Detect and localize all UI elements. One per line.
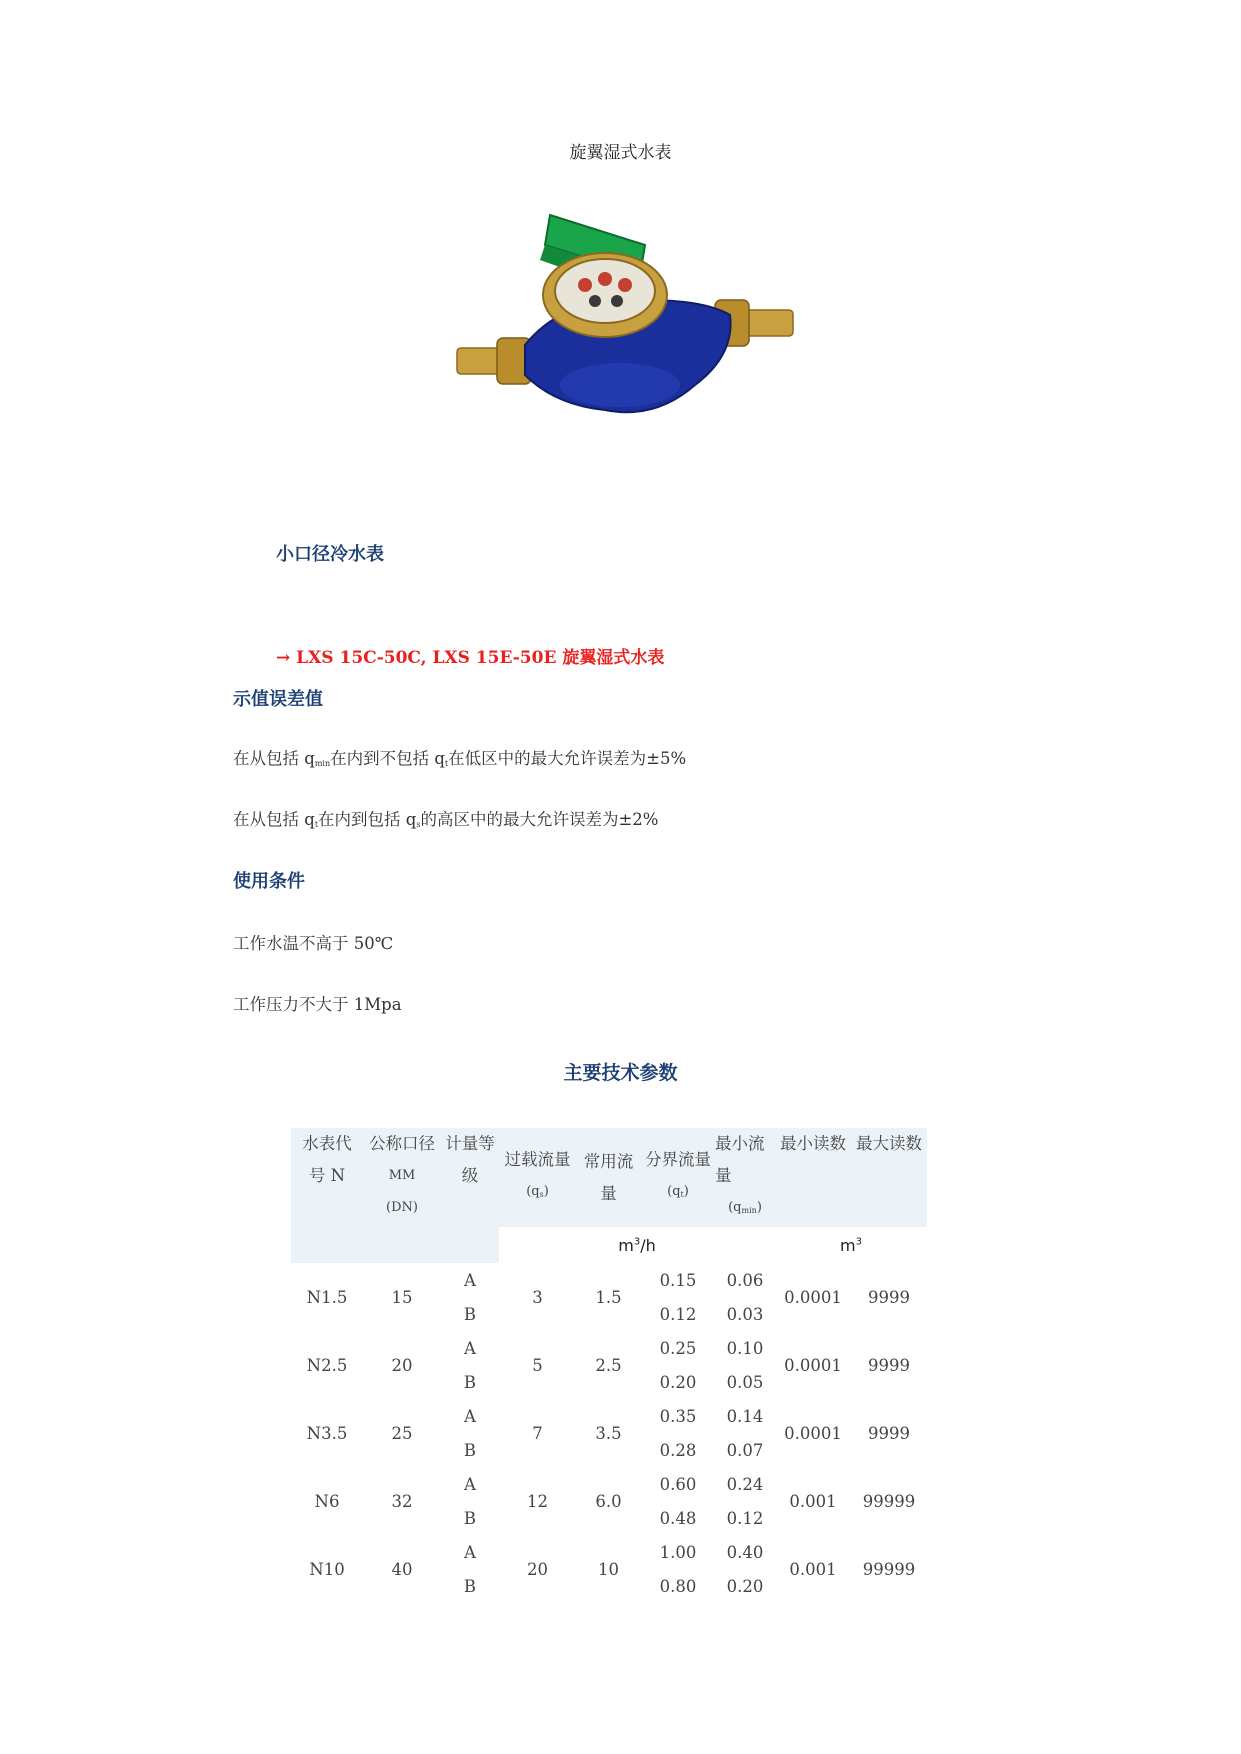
- table-heading: 主要技术参数: [563, 1062, 678, 1084]
- header-minread: 最小读数: [780, 1134, 846, 1153]
- header-nominal: 常用流 量: [583, 1151, 634, 1203]
- cell-maxread: 9999: [868, 1423, 910, 1443]
- table-row: [291, 1467, 927, 1501]
- table-row: [291, 1263, 927, 1297]
- cell-minread: 0.001: [789, 1559, 837, 1579]
- table-row: [291, 1535, 927, 1569]
- header-minflow: 最小流 量 $(q_{min})$: [715, 1134, 765, 1215]
- cell-transition: 0.28: [659, 1440, 697, 1460]
- table-row: [291, 1399, 927, 1433]
- cell-nominal: 2.5: [595, 1355, 622, 1375]
- error-line-high: 在从包括 $q_t$在内到包括 $q_s$的高区中的最大允许误差为±2%: [233, 810, 659, 829]
- cell-dn: 15: [391, 1287, 413, 1307]
- cell-overload: 12: [527, 1491, 548, 1511]
- cell-transition: 0.15: [659, 1270, 697, 1290]
- cell-overload: 3: [532, 1287, 543, 1307]
- cell-overload: 20: [527, 1559, 548, 1579]
- cell-code: N3.5: [306, 1423, 348, 1443]
- cell-minflow: 0.40: [726, 1542, 764, 1562]
- cell-transition: 1.00: [659, 1542, 697, 1562]
- cell-nominal: 1.5: [595, 1287, 622, 1307]
- product-link[interactable]: → LXS 15C-50C, LXS 15E-50E 旋翼湿式水表: [276, 648, 665, 668]
- cell-transition: 0.12: [659, 1304, 697, 1324]
- header-overload: 过载流量 $(q_s)$: [504, 1150, 571, 1199]
- header-dn: 公称口径 MM (DN): [369, 1134, 435, 1215]
- cell-overload: 7: [532, 1423, 543, 1443]
- cell-maxread: 9999: [868, 1355, 910, 1375]
- cell-minflow: 0.12: [726, 1508, 764, 1528]
- usage-item: 工作水温不高于 50℃: [233, 934, 394, 953]
- usage-item: 工作压力不大于 1Mpa: [233, 995, 402, 1014]
- cell-minflow: 0.20: [726, 1576, 764, 1596]
- cell-dn: 32: [391, 1491, 413, 1511]
- header-code: 水表代 号 N: [302, 1134, 352, 1185]
- cell-minflow: 0.24: [726, 1474, 764, 1494]
- cell-minread: 0.0001: [784, 1287, 842, 1307]
- cell-grade: B: [463, 1508, 477, 1528]
- cell-minflow: 0.14: [726, 1406, 764, 1426]
- cell-maxread: 9999: [868, 1287, 910, 1307]
- cell-dn: 20: [391, 1355, 413, 1375]
- cell-grade: A: [464, 1542, 476, 1562]
- usage-heading: 使用条件: [233, 871, 305, 892]
- cell-code: N10: [309, 1559, 345, 1579]
- cell-grade: B: [463, 1440, 477, 1460]
- cell-grade: A: [464, 1474, 476, 1494]
- header-transition: 分界流量 $(q_t)$: [645, 1150, 711, 1199]
- cell-minread: 0.001: [789, 1491, 837, 1511]
- cell-overload: 5: [532, 1355, 543, 1375]
- header-maxread: 最大读数: [856, 1134, 922, 1153]
- cell-code: N1.5: [306, 1287, 348, 1307]
- cell-code: N6: [314, 1491, 340, 1511]
- cell-grade: A: [464, 1338, 476, 1358]
- cell-minflow: 0.03: [726, 1304, 764, 1324]
- unit-flow: $m^3/h$: [618, 1235, 656, 1255]
- error-line-low: 在从包括 $q_{min}$在内到不包括 $q_t$在低区中的最大允许误差为±5%: [233, 749, 687, 768]
- cell-grade: B: [463, 1304, 477, 1324]
- cell-transition: 0.80: [659, 1576, 697, 1596]
- cell-minflow: 0.05: [726, 1372, 764, 1392]
- cell-grade: A: [464, 1406, 476, 1426]
- cell-dn: 25: [391, 1423, 413, 1443]
- section-title: 小口径冷水表: [276, 544, 384, 565]
- cell-grade: B: [463, 1372, 477, 1392]
- cell-nominal: 3.5: [595, 1423, 622, 1443]
- table-row: [291, 1331, 927, 1365]
- cell-transition: 0.25: [659, 1338, 697, 1358]
- cell-transition: 0.35: [659, 1406, 697, 1426]
- water-meter-image: [445, 205, 805, 445]
- cell-grade: A: [464, 1270, 476, 1290]
- cell-transition: 0.48: [659, 1508, 697, 1528]
- error-heading: 示值误差值: [233, 689, 323, 710]
- cell-nominal: 10: [598, 1559, 619, 1579]
- cell-code: N2.5: [306, 1355, 348, 1375]
- cell-transition: 0.20: [659, 1372, 697, 1392]
- cell-minflow: 0.10: [726, 1338, 764, 1358]
- cell-minflow: 0.06: [726, 1270, 764, 1290]
- header-grade: 计量等 级: [445, 1134, 495, 1185]
- cell-maxread: 99999: [862, 1491, 916, 1511]
- cell-minflow: 0.07: [726, 1440, 764, 1460]
- cell-grade: B: [463, 1576, 477, 1596]
- cell-maxread: 99999: [862, 1559, 916, 1579]
- spec-table: [291, 1128, 927, 1603]
- cell-dn: 40: [391, 1559, 413, 1579]
- cell-nominal: 6.0: [595, 1491, 622, 1511]
- unit-reading: $m^3$: [840, 1235, 862, 1255]
- right-pipe: [743, 310, 793, 336]
- cell-minread: 0.0001: [784, 1423, 842, 1443]
- cell-transition: 0.60: [659, 1474, 697, 1494]
- cell-minread: 0.0001: [784, 1355, 842, 1375]
- document-title: 旋翼湿式水表: [569, 143, 672, 163]
